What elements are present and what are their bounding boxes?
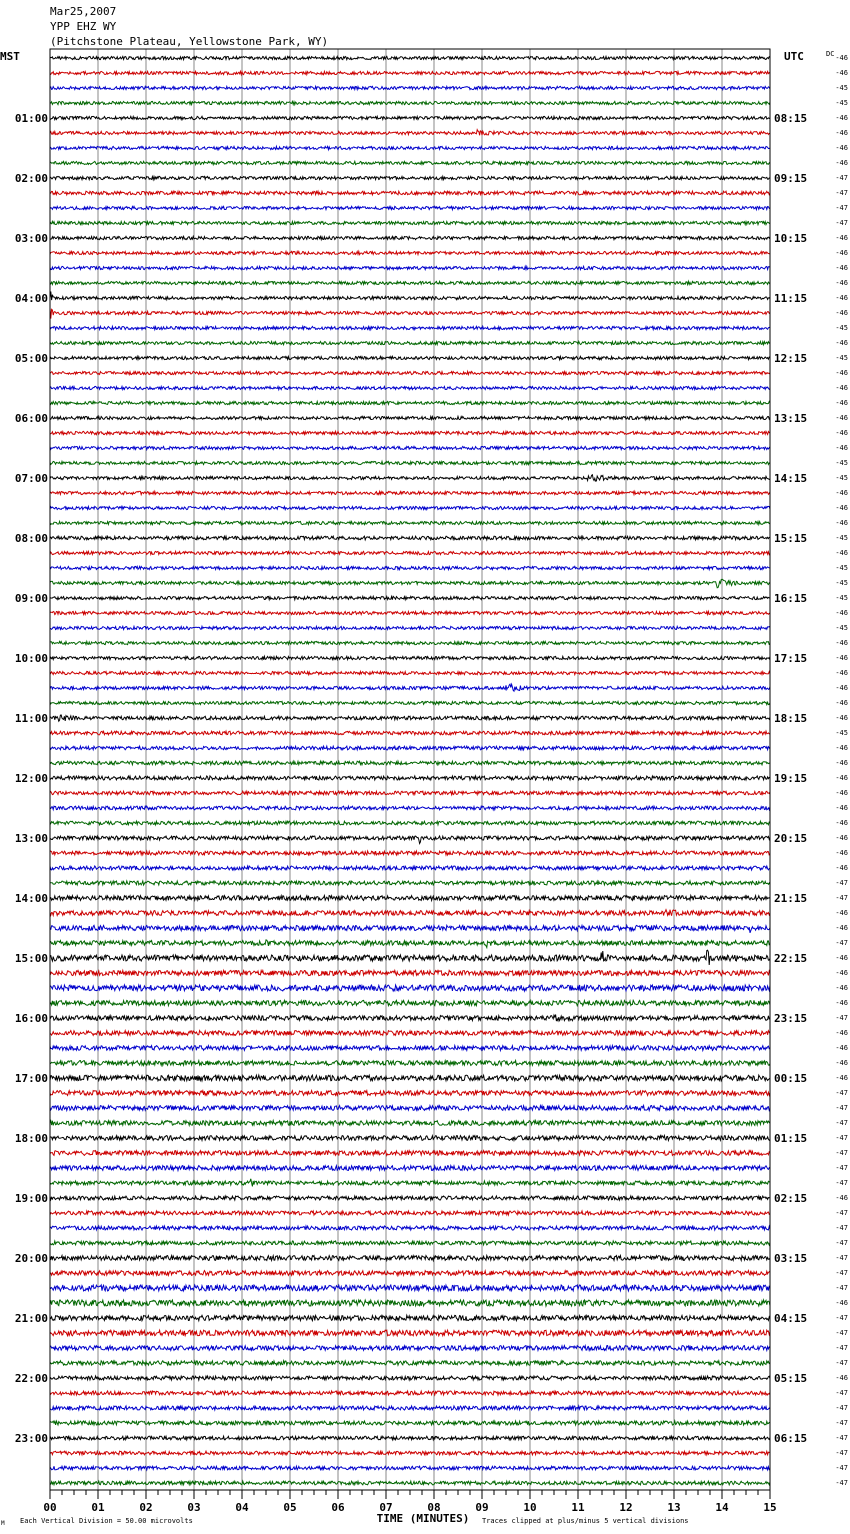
trace-18 [50, 326, 770, 329]
location-label: (Pitchstone Plateau, Yellowstone Park, WY) [50, 35, 329, 48]
dc-offset-label: -46 [835, 759, 848, 767]
dc-offset-labels [835, 54, 848, 1487]
trace-88 [50, 1376, 770, 1380]
dc-offset-label: -46 [835, 519, 848, 527]
dc-offset-label: -45 [835, 594, 848, 602]
dc-offset-label: -47 [835, 1254, 848, 1262]
dc-offset-label: -45 [835, 624, 848, 632]
trace-38 [50, 626, 770, 629]
trace-49 [50, 791, 770, 795]
trace-9 [50, 191, 770, 195]
trace-22 [50, 386, 770, 389]
trace-28 [50, 475, 770, 482]
trace-44 [50, 715, 770, 721]
mst-hour-label: 12:00 [14, 772, 48, 785]
trace-33 [50, 551, 770, 554]
trace-63 [50, 1000, 770, 1005]
trace-29 [50, 491, 770, 494]
dc-offset-label: -47 [835, 1314, 848, 1322]
mst-hour-label: 02:00 [14, 172, 48, 185]
mst-hour-label: 03:00 [14, 232, 48, 245]
dc-offset-label: -46 [835, 804, 848, 812]
trace-41 [50, 671, 770, 674]
trace-46 [50, 746, 770, 750]
mst-hour-label: 23:00 [14, 1432, 48, 1445]
dc-offset-label: -46 [835, 669, 848, 677]
dc-offset-label: -47 [835, 1359, 848, 1367]
dc-offset-label: -47 [835, 1119, 848, 1127]
dc-offset-label: -46 [835, 264, 848, 272]
trace-58 [50, 925, 770, 932]
x-tick-label: 00 [43, 1501, 57, 1514]
trace-26 [50, 446, 770, 449]
trace-64 [50, 1015, 770, 1022]
dc-offset-label: -47 [835, 1419, 848, 1427]
utc-hour-label: 13:15 [774, 412, 808, 425]
dc-offset-label: -46 [835, 834, 848, 842]
dc-offset-label: -46 [835, 504, 848, 512]
dc-offset-label: -47 [835, 189, 848, 197]
trace-47 [50, 761, 770, 765]
utc-hour-label: 18:15 [774, 712, 808, 725]
dc-offset-label: -47 [835, 1479, 848, 1487]
dc-offset-label: -46 [835, 144, 848, 152]
mst-hour-label: 10:00 [14, 652, 48, 665]
x-tick-label: 03 [187, 1501, 201, 1514]
trace-17 [50, 308, 770, 318]
trace-84 [50, 1315, 770, 1320]
dc-offset-label: -47 [835, 1284, 848, 1292]
trace-72 [50, 1136, 770, 1141]
dc-offset-label: -47 [835, 1329, 848, 1337]
mst-hour-label: 07:00 [14, 472, 48, 485]
dc-offset-label: -46 [835, 984, 848, 992]
mst-hour-label: 16:00 [14, 1012, 48, 1025]
dc-offset-label: -45 [835, 474, 848, 482]
dc-offset-label: -47 [835, 1014, 848, 1022]
mst-hour-label: 22:00 [14, 1372, 48, 1385]
dc-offset-label: -47 [835, 939, 848, 947]
trace-13 [50, 251, 770, 254]
utc-hour-label: 04:15 [774, 1312, 808, 1325]
trace-67 [50, 1061, 770, 1066]
utc-hour-label: 14:15 [774, 472, 808, 485]
x-tick-label: 14 [715, 1501, 729, 1514]
trace-35 [50, 579, 770, 588]
dc-offset-label: -45 [835, 354, 848, 362]
utc-hour-label: 02:15 [774, 1192, 808, 1205]
dc-offset-label: -47 [835, 1434, 848, 1442]
mst-hour-label: 15:00 [14, 952, 48, 965]
mst-hour-label: 04:00 [14, 292, 48, 305]
trace-76 [50, 1196, 770, 1200]
trace-15 [50, 281, 770, 284]
x-tick-label: 08 [427, 1501, 441, 1514]
trace-6 [50, 146, 770, 149]
trace-51 [50, 821, 770, 825]
trace-80 [50, 1256, 770, 1261]
trace-93 [50, 1451, 770, 1455]
dc-offset-label: -46 [835, 714, 848, 722]
dc-offset-label: -47 [835, 1344, 848, 1352]
mst-hour-label: 14:00 [14, 892, 48, 905]
dc-offset-label: -46 [835, 849, 848, 857]
mst-hour-label: 18:00 [14, 1132, 48, 1145]
mst-hour-label: 13:00 [14, 832, 48, 845]
utc-hour-label: 12:15 [774, 352, 808, 365]
dc-offset-label: -47 [835, 894, 848, 902]
x-axis-title: TIME (MINUTES) [376, 1512, 470, 1525]
dc-offset-label: -46 [835, 1059, 848, 1067]
dc-offset-label: -47 [835, 1179, 848, 1187]
trace-86 [50, 1346, 770, 1351]
mst-hour-label: 20:00 [14, 1252, 48, 1265]
dc-offset-label: -47 [835, 1464, 848, 1472]
mst-hour-label: 21:00 [14, 1312, 48, 1325]
trace-61 [50, 970, 770, 975]
dc-offset-label: -47 [835, 1149, 848, 1157]
trace-78 [50, 1226, 770, 1230]
trace-40 [50, 656, 770, 659]
dc-offset-label: -45 [835, 564, 848, 572]
dc-offset-label: -46 [835, 819, 848, 827]
x-tick-label: 15 [763, 1501, 777, 1514]
trace-20 [50, 356, 770, 359]
mst-hour-label: 11:00 [14, 712, 48, 725]
trace-91 [50, 1421, 770, 1425]
trace-54 [50, 866, 770, 870]
dc-offset-label: -47 [835, 1164, 848, 1172]
dc-offset-label: -45 [835, 324, 848, 332]
trace-69 [50, 1091, 770, 1096]
x-tick-label: 07 [379, 1501, 393, 1514]
dc-offset-label: -45 [835, 534, 848, 542]
dc-offset-label: -46 [835, 429, 848, 437]
trace-90 [50, 1406, 770, 1410]
utc-hour-label: 17:15 [774, 652, 808, 665]
dc-offset-label: -47 [835, 1389, 848, 1397]
trace-32 [50, 536, 770, 540]
trace-60 [50, 950, 770, 965]
trace-57 [50, 910, 770, 916]
trace-8 [50, 176, 770, 179]
dc-offset-label: -46 [835, 969, 848, 977]
trace-68 [50, 1075, 770, 1081]
trace-92 [50, 1436, 770, 1440]
dc-offset-label: -47 [835, 1104, 848, 1112]
utc-hour-label: 06:15 [774, 1432, 808, 1445]
trace-50 [50, 806, 770, 810]
dc-offset-label: -46 [835, 129, 848, 137]
dc-offset-label: -46 [835, 909, 848, 917]
dc-offset-label: -45 [835, 459, 848, 467]
dc-offset-label: -46 [835, 789, 848, 797]
trace-95 [50, 1481, 770, 1485]
x-tick-label: 02 [139, 1501, 153, 1514]
utc-hour-label: 09:15 [774, 172, 808, 185]
dc-offset-label: -46 [835, 1194, 848, 1202]
trace-23 [50, 401, 770, 404]
dc-offset-label: -47 [835, 204, 848, 212]
trace-42 [50, 684, 770, 691]
trace-25 [50, 431, 770, 434]
dc-offset-label: -46 [835, 309, 848, 317]
trace-70 [50, 1106, 770, 1111]
trace-59 [50, 940, 770, 948]
utc-hour-label: 21:15 [774, 892, 808, 905]
mst-hour-label: 19:00 [14, 1192, 48, 1205]
trace-94 [50, 1466, 770, 1470]
trace-71 [50, 1121, 770, 1126]
dc-offset-label: -46 [835, 1074, 848, 1082]
utc-hour-label: 00:15 [774, 1072, 808, 1085]
dc-offset-label: -46 [835, 369, 848, 377]
x-tick-label: 11 [571, 1501, 585, 1514]
trace-7 [50, 161, 770, 164]
dc-offset-label: -46 [835, 654, 848, 662]
mst-hour-label: 06:00 [14, 412, 48, 425]
trace-2 [50, 86, 770, 89]
date-label: Mar25,2007 [50, 5, 117, 18]
trace-83 [50, 1300, 770, 1306]
dc-offset-label: -47 [835, 219, 848, 227]
x-tick-label: 01 [91, 1501, 105, 1514]
dc-offset-label: -46 [835, 234, 848, 242]
trace-52 [50, 836, 770, 844]
trace-89 [50, 1391, 770, 1395]
dc-offset-label: -46 [835, 54, 848, 62]
utc-hour-label: 16:15 [774, 592, 808, 605]
dc-offset-label: -46 [835, 294, 848, 302]
dc-offset-label: -46 [835, 954, 848, 962]
dc-offset-label: -46 [835, 609, 848, 617]
trace-81 [50, 1271, 770, 1276]
dc-offset-label: -46 [835, 684, 848, 692]
dc-offset-label: -46 [835, 924, 848, 932]
trace-66 [50, 1046, 770, 1051]
dc-offset-label: -45 [835, 99, 848, 107]
dc-offset-label: -45 [835, 84, 848, 92]
dc-offset-label: -47 [835, 1209, 848, 1217]
dc-offset-label: -46 [835, 114, 848, 122]
trace-82 [50, 1285, 770, 1291]
dc-offset-label: -46 [835, 549, 848, 557]
x-tick-label: 09 [475, 1501, 489, 1514]
dc-offset-label: -47 [835, 879, 848, 887]
trace-24 [50, 416, 770, 419]
trace-16 [50, 292, 770, 301]
dc-offset-label: -46 [835, 414, 848, 422]
trace-27 [50, 461, 770, 464]
trace-53 [50, 851, 770, 855]
trace-56 [50, 896, 770, 901]
utc-hour-label: 10:15 [774, 232, 808, 245]
dc-offset-label: -46 [835, 774, 848, 782]
trace-4 [50, 116, 770, 119]
mst-hour-label: 08:00 [14, 532, 48, 545]
dc-offset-label: -46 [835, 864, 848, 872]
x-tick-label: 10 [523, 1501, 537, 1514]
utc-hour-label: 15:15 [774, 532, 808, 545]
utc-hour-label: 08:15 [774, 112, 808, 125]
dc-offset-label: -46 [835, 489, 848, 497]
trace-34 [50, 566, 770, 569]
x-tick-label: 13 [667, 1501, 681, 1514]
dc-offset-label: -46 [835, 399, 848, 407]
trace-39 [50, 641, 770, 644]
dc-offset-label: -46 [835, 1299, 848, 1307]
footer-scale-note: Each Vertical Division = 50.00 microvolts [20, 1517, 193, 1525]
dc-offset-label: -46 [835, 444, 848, 452]
trace-12 [50, 236, 770, 239]
x-tick-label: 06 [331, 1501, 345, 1514]
trace-5 [50, 130, 770, 136]
trace-85 [50, 1330, 770, 1336]
time-axis [43, 1490, 776, 1514]
dc-offset-label: -46 [835, 249, 848, 257]
x-tick-label: 04 [235, 1501, 249, 1514]
utc-hour-label: 23:15 [774, 1012, 808, 1025]
trace-77 [50, 1211, 770, 1215]
dc-offset-label: -46 [835, 69, 848, 77]
dc-offset-label: -45 [835, 729, 848, 737]
trace-74 [50, 1166, 770, 1171]
dc-header-label: DC [826, 50, 835, 58]
trace-3 [50, 101, 770, 104]
dc-offset-label: -47 [835, 174, 848, 182]
dc-offset-label: -46 [835, 639, 848, 647]
x-tick-label: 12 [619, 1501, 633, 1514]
dc-offset-label: -47 [835, 1224, 848, 1232]
dc-offset-label: -46 [835, 159, 848, 167]
utc-axis-label: UTC [784, 50, 804, 63]
trace-31 [50, 521, 770, 524]
dc-offset-label: -47 [835, 1134, 848, 1142]
x-tick-label: 05 [283, 1501, 297, 1514]
trace-14 [50, 266, 770, 269]
dc-offset-label: -47 [835, 1269, 848, 1277]
dc-offset-label: -47 [835, 1449, 848, 1457]
mst-hour-label: 09:00 [14, 592, 48, 605]
trace-62 [50, 985, 770, 991]
trace-21 [50, 371, 770, 374]
dc-offset-label: -47 [835, 1239, 848, 1247]
station-label: YPP EHZ WY [50, 20, 117, 33]
trace-43 [50, 701, 770, 704]
dc-offset-label: -46 [835, 999, 848, 1007]
trace-48 [50, 776, 770, 780]
dc-offset-label: -46 [835, 1374, 848, 1382]
trace-10 [50, 206, 770, 209]
trace-65 [50, 1031, 770, 1036]
trace-87 [50, 1361, 770, 1365]
utc-hour-label: 11:15 [774, 292, 808, 305]
dc-offset-label: -45 [835, 579, 848, 587]
trace-11 [50, 221, 770, 224]
dc-offset-label: -46 [835, 279, 848, 287]
trace-1 [50, 71, 770, 74]
mst-hour-label: 01:00 [14, 112, 48, 125]
trace-19 [50, 341, 770, 344]
mst-hour-label: 17:00 [14, 1072, 48, 1085]
dc-offset-label: -46 [835, 699, 848, 707]
footer-mark: M [1, 1520, 5, 1527]
dc-offset-label: -46 [835, 1044, 848, 1052]
dc-offset-label: -46 [835, 339, 848, 347]
trace-79 [50, 1241, 770, 1245]
mst-hour-label: 05:00 [14, 352, 48, 365]
utc-hour-label: 22:15 [774, 952, 808, 965]
utc-hour-label: 01:15 [774, 1132, 808, 1145]
utc-hour-label: 03:15 [774, 1252, 808, 1265]
trace-0 [50, 56, 770, 59]
dc-offset-label: -46 [835, 384, 848, 392]
utc-hour-label: 19:15 [774, 772, 808, 785]
dc-offset-label: -46 [835, 1029, 848, 1037]
mst-axis-label: MST [0, 50, 20, 63]
dc-offset-label: -47 [835, 1404, 848, 1412]
seismic-traces [50, 56, 770, 1484]
utc-hour-label: 05:15 [774, 1372, 808, 1385]
dc-offset-label: -46 [835, 744, 848, 752]
utc-hour-label: 20:15 [774, 832, 808, 845]
trace-73 [50, 1151, 770, 1156]
trace-30 [50, 506, 770, 509]
trace-45 [50, 731, 770, 735]
trace-37 [50, 611, 770, 614]
trace-75 [50, 1179, 770, 1187]
footer-clip-note: Traces clipped at plus/minus 5 vertical divisions [482, 1517, 689, 1525]
dc-offset-label: -47 [835, 1089, 848, 1097]
trace-36 [50, 596, 770, 599]
trace-55 [50, 881, 770, 885]
